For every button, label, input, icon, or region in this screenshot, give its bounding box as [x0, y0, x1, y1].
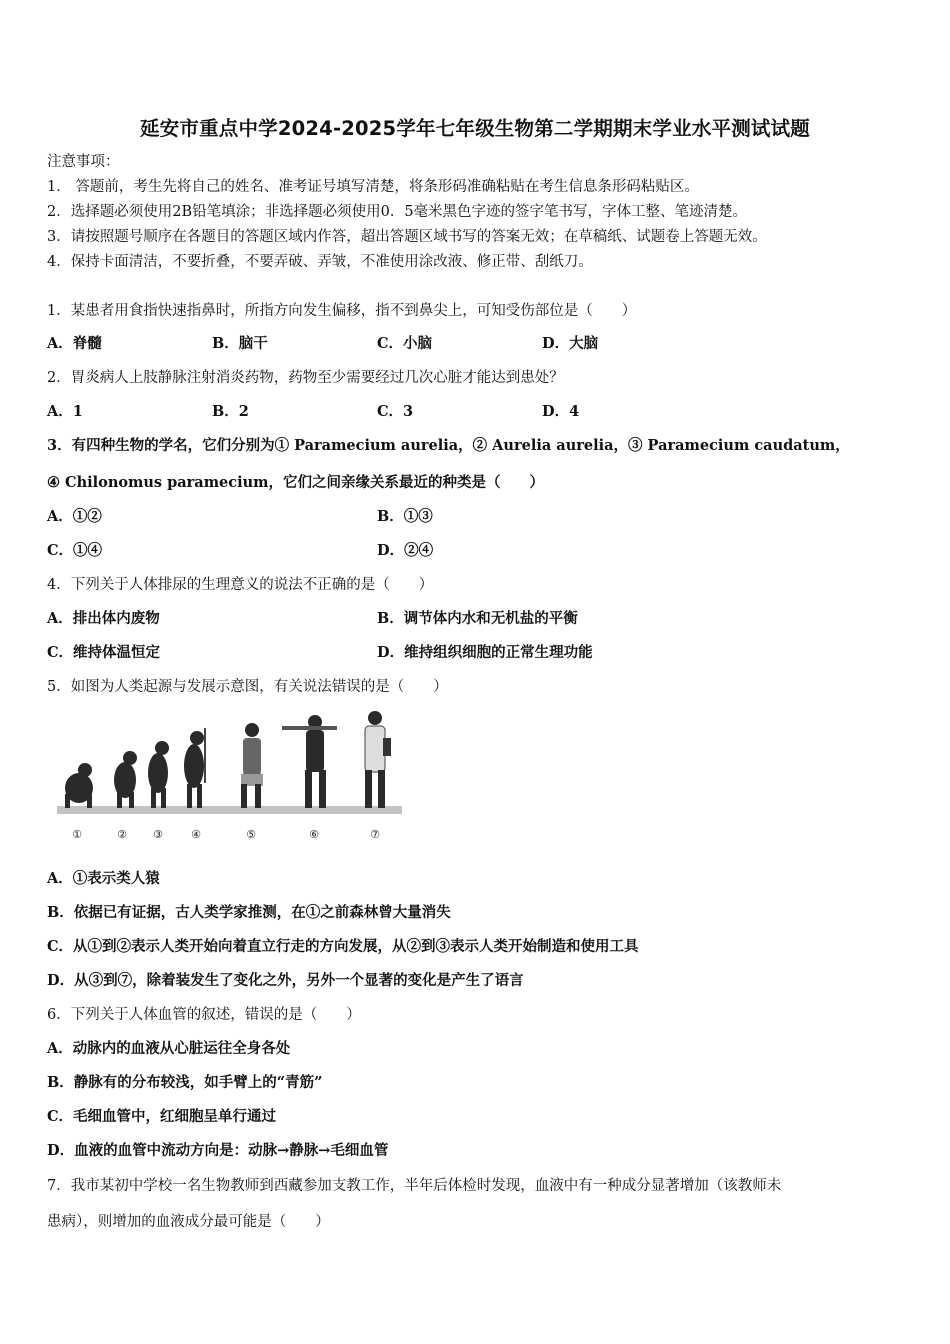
- q3-option-b: B．①③: [377, 508, 433, 525]
- q6-option-b: B．静脉有的分布较浅，如手臂上的“青筋”: [47, 1074, 323, 1091]
- notice-item-3: 3．请按照题号顺序在各题目的答题区域内作答，超出答题区域书写的答案无效；在草稿纸、试题卷上答题无效。: [47, 229, 767, 245]
- page-title: 延安市重点中学2024-2025学年七年级生物第二学期期末学业水平测试试题: [139, 117, 811, 140]
- question-7-stem-cont: 患病），则增加的血液成分最可能是（ ）: [47, 1214, 330, 1230]
- q6-option-c: C．毛细血管中，红细胞呈单行通过: [47, 1108, 277, 1125]
- figure-stage-6: [282, 715, 337, 808]
- question-3-stem: 3．有四种生物的学名，它们分别为① Paramecium aurelia，② Aurelia aurelia，③ Paramecium caudatum，: [47, 437, 850, 454]
- question-7-stem: 7．我市某初中学校一名生物教师到西藏参加支教工作，半年后体检时发现，血液中有一种成分显著增加（该教师未: [47, 1178, 782, 1194]
- figure-label-5: ⑤: [246, 828, 256, 841]
- question-4-stem: 4．下列关于人体排尿的生理意义的说法不正确的是（ ）: [47, 577, 434, 593]
- figure-label-4: ④: [191, 828, 201, 841]
- q2-option-d: D．4: [542, 403, 580, 420]
- q3-option-d: D．②④: [377, 542, 434, 559]
- figure-stage-2: [114, 751, 137, 808]
- human-evolution-figure: [57, 708, 402, 851]
- figure-stage-4: [184, 728, 206, 808]
- figure-ground: [57, 806, 402, 814]
- notice-item-2: 2．选择题必须使用2B铅笔填涂；非选择题必须使用0．5毫米黑色字迹的签字笔书写，字体工整、笔迹清楚。: [47, 204, 748, 220]
- q5-option-a: A．①表示类人猿: [47, 870, 160, 887]
- question-6-stem: 6．下列关于人体血管的叙述，错误的是（ ）: [47, 1007, 361, 1023]
- figure-label-1: ①: [72, 828, 82, 841]
- q6-option-d: D．血液的血管中流动方向是：动脉→静脉→毛细血管: [47, 1142, 389, 1159]
- notice-item-4: 4．保持卡面清洁，不要折叠，不要弄破、弄皱，不准使用涂改液、修正带、刮纸刀。: [47, 254, 593, 270]
- figure-stage-5: [241, 723, 263, 808]
- q5-option-b: B．依据已有证据，古人类学家推测，在①之前森林曾大量消失: [47, 904, 451, 921]
- notice-heading: 注意事项：: [47, 154, 120, 170]
- q2-option-a: A．1: [47, 403, 83, 420]
- figure-label-2: ②: [117, 828, 127, 841]
- q2-option-c: C．3: [377, 403, 414, 420]
- q4-option-a: A．排出体内废物: [47, 610, 160, 627]
- q1-option-b: B．脑干: [212, 335, 268, 352]
- q1-option-c: C．小脑: [377, 335, 433, 352]
- question-5-stem: 5．如图为人类起源与发展示意图，有关说法错误的是（ ）: [47, 679, 448, 695]
- question-1-stem: 1．某患者用食指快速指鼻时，所指方向发生偏移，指不到鼻尖上，可知受伤部位是（ ）: [47, 303, 637, 319]
- q4-option-d: D．维持组织细胞的正常生理功能: [377, 644, 593, 661]
- figure-stage-7: [365, 711, 391, 808]
- figure-label-7: ⑦: [370, 828, 380, 841]
- figure-stage-1: [65, 763, 93, 808]
- q5-option-d: D．从③到⑦，除着装发生了变化之外，另外一个显著的变化是产生了语言: [47, 972, 524, 989]
- figure-label-3: ③: [153, 828, 163, 841]
- q5-option-c: C．从①到②表示人类开始向着直立行走的方向发展，从②到③表示人类开始制造和使用工具: [47, 938, 639, 955]
- q3-option-c: C．①④: [47, 542, 103, 559]
- question-3-stem-cont: ④ Chilonomus paramecium，它们之间亲缘关系最近的种类是（ ）: [47, 474, 544, 491]
- q1-option-d: D．大脑: [542, 335, 599, 352]
- q6-option-a: A．动脉内的血液从心脏运往全身各处: [47, 1040, 291, 1057]
- figure-label-6: ⑥: [309, 828, 319, 841]
- q4-option-b: B．调节体内水和无机盐的平衡: [377, 610, 578, 627]
- figure-stage-3: [148, 741, 169, 808]
- q1-option-a: A．脊髓: [47, 335, 102, 352]
- q3-option-a: A．①②: [47, 508, 102, 525]
- q4-option-c: C．维持体温恒定: [47, 644, 161, 661]
- question-2-stem: 2．胃炎病人上肢静脉注射消炎药物，药物至少需要经过几次心脏才能达到患处？: [47, 370, 564, 386]
- q2-option-b: B．2: [212, 403, 249, 420]
- notice-item-1: 1． 答题前，考生先将自己的姓名、准考证号填写清楚，将条形码准确粘贴在考生信息条形码粘贴区。: [47, 179, 699, 195]
